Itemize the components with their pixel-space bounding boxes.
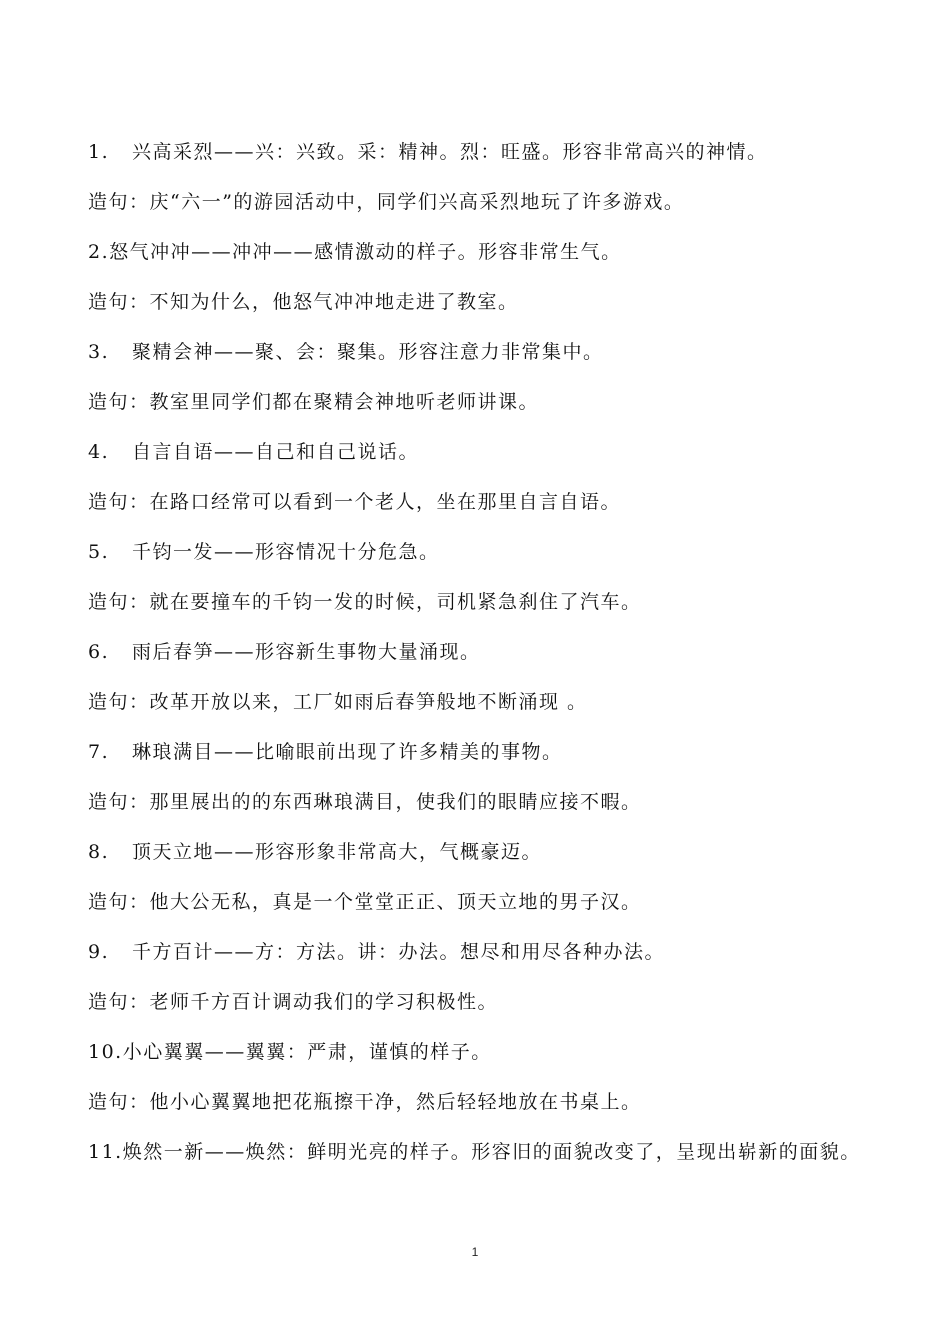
entry-11-term xyxy=(88,1127,866,1177)
entry-number: 2. xyxy=(88,241,110,263)
idiom-definition: 自言自语——自己和自己说话。 xyxy=(132,441,420,463)
entry-9-example xyxy=(88,982,866,1032)
idiom-definition: 琳琅满目——比喻眼前出现了许多精美的事物。 xyxy=(132,741,563,763)
example-sentence: 造句：他小心翼翼地把花瓶擦干净，然后轻轻地放在书桌上。 xyxy=(88,1091,642,1113)
entry-6-term xyxy=(88,632,866,682)
entry-7-term xyxy=(88,732,866,782)
idiom-list xyxy=(88,132,866,1177)
entry-number: 10. xyxy=(88,1041,123,1063)
example-sentence: 造句：那里展出的的东西琳琅满目，使我们的眼睛应接不暇。 xyxy=(88,791,642,813)
example-sentence: 造句：不知为什么，他怒气冲冲地走进了教室。 xyxy=(88,291,519,313)
entry-3-example xyxy=(88,382,866,432)
entry-10-term xyxy=(88,1032,866,1082)
example-sentence: 造句：他大公无私，真是一个堂堂正正、顶天立地的男子汉。 xyxy=(88,891,642,913)
entry-2-example xyxy=(88,282,866,332)
idiom-definition: 雨后春笋——形容新生事物大量涌现。 xyxy=(132,641,481,663)
entry-4-term xyxy=(88,432,866,482)
entry-number: 11. xyxy=(88,1141,123,1163)
entry-9-term xyxy=(88,932,866,982)
entry-3-term xyxy=(88,332,866,382)
idiom-definition: 千钧一发——形容情况十分危急。 xyxy=(132,541,440,563)
entry-number: 7. xyxy=(88,741,110,763)
entry-8-term xyxy=(88,832,866,882)
entry-number: 5. xyxy=(88,541,110,563)
idiom-definition: 怒气冲冲——冲冲——感情激动的样子。形容非常生气。 xyxy=(109,241,622,263)
example-sentence: 造句：在路口经常可以看到一个老人，坐在那里自言自语。 xyxy=(88,491,622,513)
entry-1-term xyxy=(88,132,866,182)
idiom-definition: 千方百计——方：方法。讲：办法。想尽和用尽各种办法。 xyxy=(132,941,666,963)
entry-number: 4. xyxy=(88,441,110,463)
entry-number: 6. xyxy=(88,641,110,663)
entry-4-example xyxy=(88,482,866,532)
example-sentence: 造句：教室里同学们都在聚精会神地听老师讲课。 xyxy=(88,391,540,413)
entry-number: 9. xyxy=(88,941,110,963)
entry-7-example xyxy=(88,782,866,832)
example-sentence: 造句：庆“六一”的游园活动中，同学们兴高采烈地玩了许多游戏。 xyxy=(88,191,685,213)
entry-5-example xyxy=(88,582,866,632)
entry-2-term xyxy=(88,232,866,282)
entry-10-example xyxy=(88,1082,866,1132)
idiom-definition: 兴高采烈——兴：兴致。采：精神。烈：旺盛。形容非常高兴的神情。 xyxy=(132,141,768,163)
entry-number: 8. xyxy=(88,841,110,863)
idiom-definition: 顶天立地——形容形象非常高大，气概豪迈。 xyxy=(132,841,543,863)
entry-number: 3. xyxy=(88,341,110,363)
entry-8-example xyxy=(88,882,866,932)
idiom-definition: 小心翼翼——翼翼：严肃，谨慎的样子。 xyxy=(122,1041,492,1063)
idiom-definition: 焕然一新——焕然：鲜明光亮的样子。形容旧的面貌改变了，呈现出崭新的面貌。 xyxy=(122,1141,861,1163)
idiom-definition: 聚精会神——聚、会：聚集。形容注意力非常集中。 xyxy=(132,341,604,363)
entry-1-example xyxy=(88,182,866,232)
entry-6-example xyxy=(88,682,866,732)
entry-5-term xyxy=(88,532,866,582)
entry-number: 1. xyxy=(88,141,110,163)
example-sentence: 造句：改革开放以来，工厂如雨后春笋般地不断涌现 。 xyxy=(88,691,588,713)
page-number: 1 xyxy=(471,1245,479,1259)
example-sentence: 造句：就在要撞车的千钧一发的时候，司机紧急刹住了汽车。 xyxy=(88,591,642,613)
example-sentence: 造句：老师千方百计调动我们的学习积极性。 xyxy=(88,991,499,1013)
